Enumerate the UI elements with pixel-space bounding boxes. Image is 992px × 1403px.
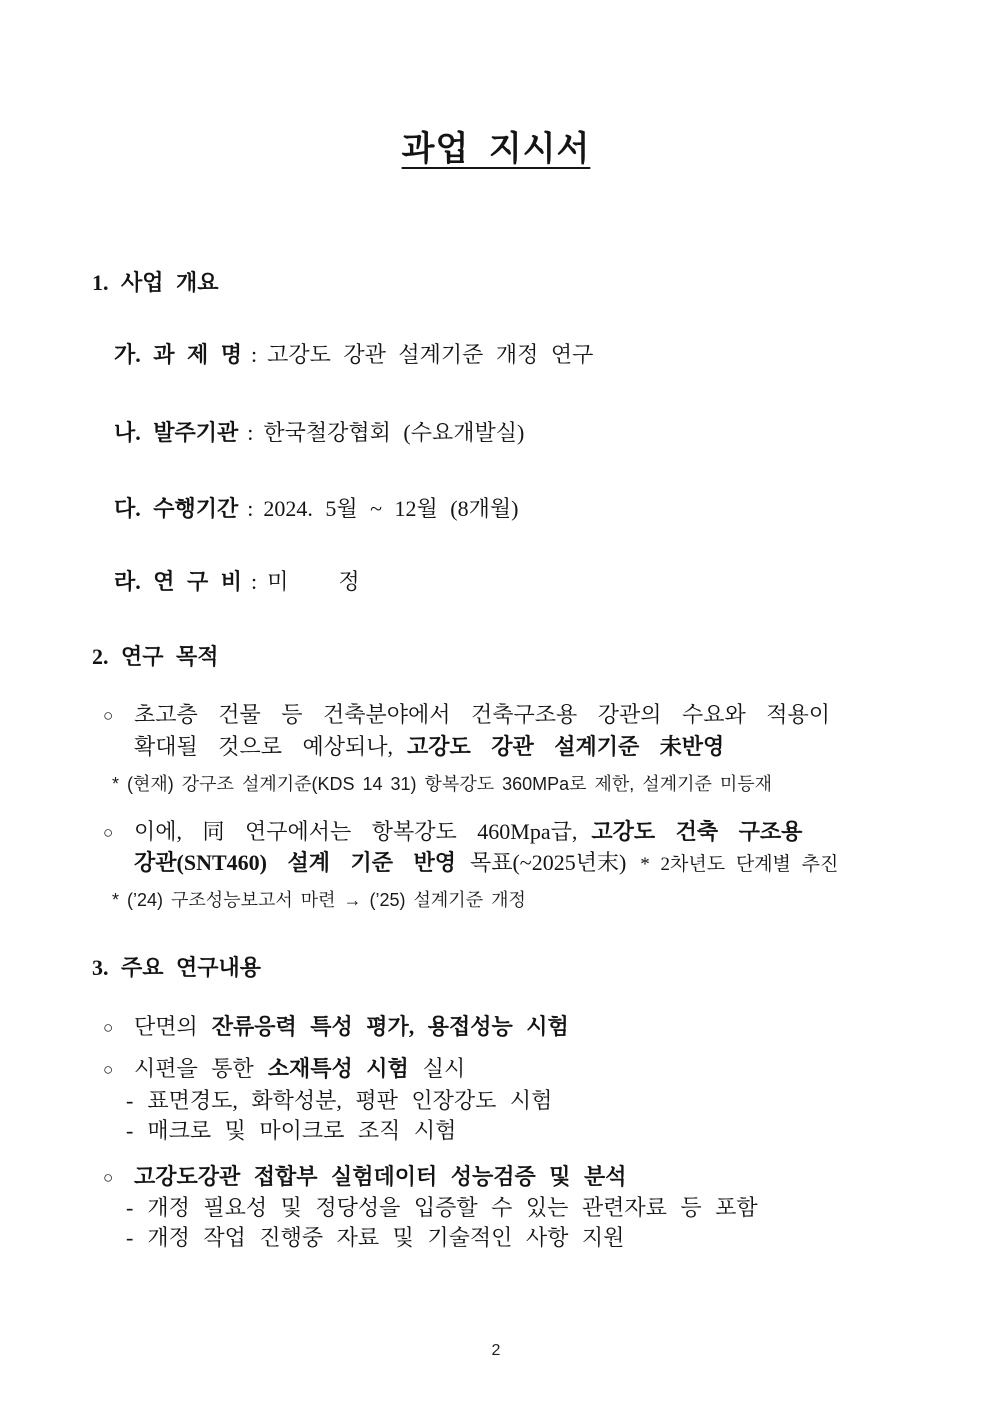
- circle-bullet-icon: ○: [103, 1060, 114, 1079]
- bullet-text: 초고층 건물 등 건축분야에서 건축구조용 강관의 수요와 적용이: [134, 702, 831, 727]
- bullet-text: 확대될 것으로 예상되나,: [134, 734, 394, 759]
- field-value: 고강도 강관 설계기준 개정 연구: [267, 342, 594, 367]
- sub-item-line: [126, 1117, 456, 1145]
- section-2-heading: 2. 연구 목적: [92, 644, 219, 669]
- dash-marker: -: [126, 1118, 134, 1143]
- field-value: 한국철강협회 (수요개발실): [263, 420, 525, 445]
- field-label: 가. 과 제 명: [114, 342, 243, 367]
- bullet-text: 단면의: [134, 1014, 198, 1039]
- colon-separator: :: [247, 420, 254, 445]
- bullet-line-continuation: [134, 849, 838, 877]
- bullet-line: [103, 1163, 627, 1191]
- field-label: 다. 수행기간: [114, 496, 239, 521]
- circle-bullet-icon: ○: [103, 823, 114, 842]
- field-value: 2024. 5월 ~ 12월 (8개월): [263, 496, 519, 521]
- field-budget: [114, 565, 360, 596]
- bullet-text-bold: 강관(SNT460) 설계 기준 반영: [134, 850, 456, 875]
- bullet-text: 실시: [422, 1056, 466, 1081]
- colon-separator: :: [247, 496, 254, 521]
- section-1-heading: 1. 사업 개요: [92, 270, 219, 295]
- footnote-text: (’24) 구조성능보고서 마련 → (’25) 설계기준 개정: [127, 890, 526, 910]
- sub-item-line: [126, 1194, 758, 1222]
- sub-item-text: 개정 필요성 및 정당성을 입증할 수 있는 관련자료 등 포함: [147, 1195, 758, 1220]
- section-3-heading: 3. 주요 연구내용: [92, 955, 262, 980]
- colon-separator: :: [251, 569, 258, 594]
- footnote: [112, 770, 772, 796]
- circle-bullet-icon: ○: [103, 1168, 114, 1187]
- page-title: 과업 지시서: [401, 131, 591, 168]
- bullet-line: [103, 701, 830, 729]
- bullet-text: 목표(~2025년末): [469, 850, 627, 875]
- field-label: 라. 연 구 비: [114, 569, 243, 594]
- sub-item-line: [126, 1224, 624, 1252]
- bullet-text: 시편을 통한: [134, 1056, 254, 1081]
- field-ordering-agency: [114, 416, 524, 447]
- asterisk-marker: *: [112, 890, 120, 910]
- field-value: 미 정: [267, 569, 360, 594]
- footnote-text: (현재) 강구조 설계기준(KDS 14 31) 항복강도 360MPa로 제한, 설계기준 미등재: [127, 774, 773, 794]
- bullet-text-bold: 잔류응력 특성 평가, 용접성능 시험: [211, 1014, 569, 1039]
- field-label: 나. 발주기관: [114, 420, 239, 445]
- bullet-line: [103, 1055, 465, 1083]
- dash-marker: -: [126, 1225, 134, 1250]
- sub-item-line: [126, 1087, 552, 1115]
- colon-separator: :: [251, 342, 258, 367]
- bullet-text-bold: 고강도강관 접합부 실험데이터 성능검증 및 분석: [134, 1164, 627, 1189]
- dash-marker: -: [126, 1088, 134, 1113]
- footnote: [112, 886, 526, 912]
- sub-item-text: 표면경도, 화학성분, 평판 인장강도 시험: [147, 1088, 553, 1113]
- bullet-line-continuation: [134, 733, 724, 761]
- field-project-name: [114, 338, 593, 369]
- asterisk-marker: *: [112, 774, 120, 794]
- sub-item-text: 개정 작업 진행중 자료 및 기술적인 사항 지원: [147, 1225, 625, 1250]
- field-period: [114, 492, 518, 523]
- bullet-text-bold: 소재특성 시험: [267, 1056, 409, 1081]
- bullet-line: [103, 818, 802, 846]
- bullet-line: [103, 1013, 569, 1041]
- circle-bullet-icon: ○: [103, 706, 114, 725]
- sub-item-text: 매크로 및 마이크로 조직 시험: [147, 1118, 457, 1143]
- bullet-text-bold: 고강도 강관 설계기준 未반영: [407, 734, 725, 759]
- page-number: 2: [491, 1342, 501, 1359]
- dash-marker: -: [126, 1195, 134, 1220]
- bullet-text: 이에, 同 연구에서는 항복강도 460Mpa급,: [134, 819, 578, 844]
- circle-bullet-icon: ○: [103, 1018, 114, 1037]
- bullet-text-bold: 고강도 건축 구조용: [591, 819, 803, 844]
- inline-note-text: * 2차년도 단계별 추진: [640, 854, 839, 875]
